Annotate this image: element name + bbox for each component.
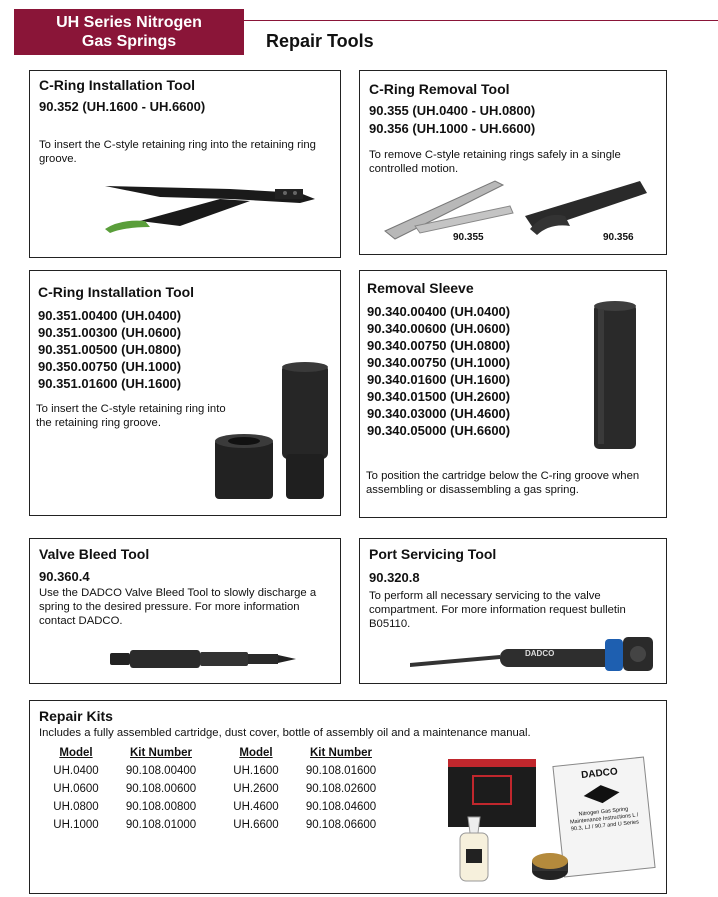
oil-bottle-and-cover-icon: [448, 813, 598, 885]
column-header-kit-number: Kit Number: [310, 747, 372, 759]
table-row: [225, 764, 395, 782]
removal-sleeve-icon: [590, 299, 640, 454]
kit-cell: 90.108.01000: [125, 819, 197, 831]
kit-cell: 90.108.00800: [125, 801, 197, 813]
box-title: C-Ring Installation Tool: [38, 284, 195, 300]
kit-cell: 90.108.00400: [125, 765, 197, 777]
box-cring-installation-pliers: [29, 70, 341, 258]
valve-bleed-tool-icon: [106, 647, 301, 671]
part-number: 90.340.01600 (UH.1600): [367, 372, 511, 387]
kits-table-left: [45, 747, 215, 836]
table-row: [45, 782, 215, 800]
table-row: [225, 818, 395, 836]
box-title: Repair Kits: [39, 708, 113, 724]
box-valve-bleed: [29, 538, 341, 684]
tool-label-90355: 90.355: [453, 232, 484, 243]
table-row: [225, 800, 395, 818]
box-removal-sleeve: [359, 270, 667, 518]
part-number: 90.356 (UH.1000 - UH.6600): [369, 121, 536, 136]
dadco-logo-icon: [472, 775, 512, 805]
box-title: Valve Bleed Tool: [39, 546, 150, 562]
model-cell: UH.0600: [53, 783, 99, 795]
part-number: 90.340.03000 (UH.4600): [367, 406, 511, 421]
manual-title: Nitrogen Gas Spring Maintenance Instructions L / 90.3, LJ / 90.7 and U Series: [569, 806, 640, 833]
model-cell: UH.0400: [53, 765, 99, 777]
part-number: 90.351.00500 (UH.0800): [38, 342, 182, 357]
series-badge: [14, 9, 244, 55]
kit-cell: 90.108.06600: [305, 819, 377, 831]
model-cell: UH.6600: [233, 819, 279, 831]
part-number: 90.340.00600 (UH.0600): [367, 321, 511, 336]
part-number: 90.320.8: [369, 570, 420, 585]
kits-table-right: [225, 747, 395, 836]
series-line-2: Gas Springs: [81, 33, 177, 50]
brand-logo: DADCO: [525, 649, 555, 658]
kit-cell: 90.108.00600: [125, 783, 197, 795]
model-cell: UH.1000: [53, 819, 99, 831]
part-number: 90.350.00750 (UH.1000): [38, 359, 182, 374]
installation-sleeves-icon: [210, 359, 335, 509]
column-header-model: Model: [59, 747, 93, 759]
box-description: To remove C-style retaining rings safely in a single controlled motion.: [369, 149, 621, 175]
part-number: 90.340.01500 (UH.2600): [367, 389, 511, 404]
part-number: 90.340.05000 (UH.6600): [367, 423, 511, 438]
dadco-diamond-icon: [581, 781, 623, 807]
model-cell: UH.1600: [233, 765, 279, 777]
part-number: 90.340.00400 (UH.0400): [367, 304, 511, 319]
model-cell: UH.2600: [233, 783, 279, 795]
page-title: Repair Tools: [266, 31, 374, 51]
box-title: Removal Sleeve: [367, 280, 474, 296]
part-number: 90.352 (UH.1600 - UH.6600): [39, 99, 206, 114]
part-number: 90.355 (UH.0400 - UH.0800): [369, 103, 536, 118]
table-row: [45, 764, 215, 782]
box-description: To position the cartridge below the C-ring groove when assembling or disassembling a gas spring.: [366, 470, 640, 496]
tool-label-90356: 90.356: [603, 232, 634, 243]
part-number: 90.340.00750 (UH.0800): [367, 338, 511, 353]
series-line-1: UH Series Nitrogen: [56, 14, 202, 31]
box-description: To insert the C-style retaining ring into the retaining ring groove.: [36, 403, 226, 429]
part-number: 90.360.4: [39, 569, 90, 584]
kit-cell: 90.108.01600: [305, 765, 377, 777]
box-cring-installation-sleeves: [29, 270, 341, 516]
box-title: C-Ring Installation Tool: [39, 77, 196, 93]
part-number: 90.351.00400 (UH.0400): [38, 308, 182, 323]
kit-cell: 90.108.04600: [305, 801, 377, 813]
column-header-model: Model: [239, 747, 273, 759]
box-description: Includes a fully assembled cartridge, dust cover, bottle of assembly oil and a maintenance manual.: [39, 727, 531, 739]
table-row: [45, 818, 215, 836]
model-cell: UH.4600: [233, 801, 279, 813]
box-title: C-Ring Removal Tool: [369, 81, 510, 97]
manual-brand: DADCO: [580, 766, 619, 782]
kit-cell: 90.108.02600: [305, 783, 377, 795]
table-row: [45, 800, 215, 818]
part-number: 90.351.00300 (UH.0600): [38, 325, 182, 340]
header-rule: [244, 20, 718, 21]
part-number: 90.351.01600 (UH.1600): [38, 376, 182, 391]
box-title: Port Servicing Tool: [369, 546, 497, 562]
model-cell: UH.0800: [53, 801, 99, 813]
box-description: To perform all necessary servicing to the valve compartment. For more information request bulletin B05110.: [369, 590, 626, 630]
box-port-servicing: [359, 538, 667, 684]
box-repair-kits: [29, 700, 667, 894]
box-description: Use the DADCO Valve Bleed Tool to slowly discharge a spring to the desired pressure. For more information contact DADCO.: [39, 587, 317, 627]
column-header-kit-number: Kit Number: [130, 747, 192, 759]
part-number: 90.340.00750 (UH.1000): [367, 355, 511, 370]
table-row: [225, 782, 395, 800]
installation-pliers-icon: [100, 171, 330, 236]
box-description: To insert the C-style retaining ring into the retaining ring groove.: [39, 139, 316, 165]
box-cring-removal: [359, 70, 667, 255]
